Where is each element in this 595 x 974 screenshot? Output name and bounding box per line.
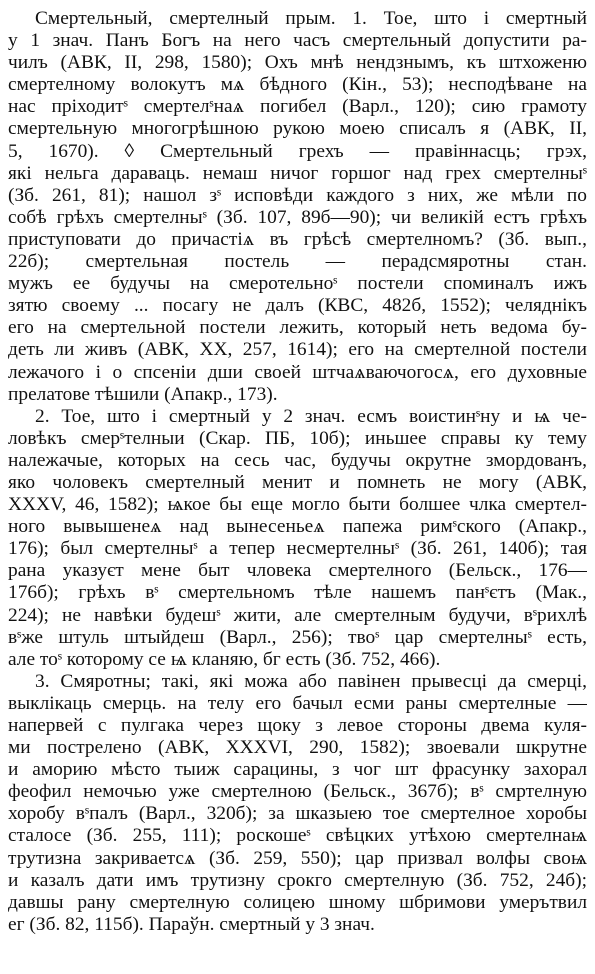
text-line: у 1 знач. Панъ Богъ на него часъ смертельный допустити ра- [8, 30, 587, 52]
text-line: и аморию мѣсто тыиж сарацины, з чог шт фрасунку захорал [8, 759, 587, 781]
text-line: 176); был смертелныˢ а тепер несмертелныˢ (Зб. 261, 140б); тая [8, 538, 587, 560]
text-line: смертельную многогрѣшною рукою моею списалъ я (АВК, II, [8, 118, 587, 140]
text-line: ег (Зб. 82, 115б). Параўн. смертный у 3 знач. [8, 913, 375, 935]
text-line: давшы рану смертелную солицею шному шбримови умерътвил [8, 891, 587, 913]
text-line: чилъ (АВК, II, 298, 1580); Охъ мнѣ нендзнымъ, къ штхоженю [8, 52, 587, 74]
text-line: 5, 1670). ◊ Смертельный грехъ — правіннасць; грэх, [8, 140, 587, 162]
text-line: 3. Смяротны; такі, які можа або павінен прывесці да смерці, [35, 670, 587, 692]
text-line: мужъ ее будучы на смеротельноˢ постели споминалъ ижъ [8, 273, 587, 295]
text-line: яко чоловекъ смертелный менит и помнеть не могу (АВК, [8, 471, 587, 493]
sense-3 [8, 671, 587, 936]
text-line: феофил немочью уже смертелною (Бельск., 367б); вˢ смртелную [8, 781, 587, 803]
text-line: але тоˢ которому се ѩ кланяю, бг есть (Зб. 752, 466). [8, 648, 441, 670]
text-line: хоробу вˢпалъ (Варл., 320б); за шказыею тое смертелное хоробы [8, 803, 587, 825]
sense-1 [8, 8, 587, 406]
text-line: трутизна закриваетсѧ (Зб. 259, 550); цар призвал волфы своѩ [8, 847, 587, 869]
text-line: 224); не навѣки будешˢ жити, але смертелным будучи, вˢрихлѣ [8, 604, 587, 626]
text-line: 2. Тое, што і смертный у 2 знач. есмъ воистинˢну и ѩ че- [35, 405, 587, 427]
text-line: 22б); смертельная постель — перадсмяротны стан. [8, 251, 587, 273]
text-line: приступовати до причастіѧ въ грѣсѣ смертелномъ? (Зб. вып., [8, 228, 587, 250]
text-line: ного вывышенеѧ над вынесеньеѧ папежа римˢского (Апакр., [8, 516, 587, 538]
text-line: прелатове тѣшили (Апакр., 173). [8, 383, 278, 405]
text-line: выклікаць смерць. на телу его бачыл есми раны смертелные — [8, 692, 587, 714]
text-line: деть ли живъ (АВК, XX, 257, 1614); его на смертелной постели [8, 339, 587, 361]
text-line: лежачого і о спсеніи дши своей штчаѧваючогосѧ, его духовные [8, 361, 587, 383]
text-line: зятю своему ... посагу не далъ (КВС, 482б, 1552); челяднікъ [8, 295, 587, 317]
text-line: собѣ грѣхъ смертелныˢ (Зб. 107, 89б—90); чи великій естъ грѣхъ [8, 206, 587, 228]
text-line: нас пріходитˢ смертелˢнаѧ погибел (Варл., 120); сию грамоту [8, 96, 587, 118]
text-line: смертелному волокутъ мѧ бѣдного (Кін., 53); несподѣване на [8, 74, 587, 96]
text-line: 176б); грѣхъ вˢ смертельномъ тѣле нашемъ панˢєтъ (Мак., [8, 582, 587, 604]
text-line: вˢже штуль штыйдеш (Варл., 256); твоˢ цар смертелныˢ есть, [8, 626, 587, 648]
text-line: XXXV, 46, 1582); ѩкое бы еще могло быти болшее члка смертел- [8, 494, 587, 516]
text-line: Смертельный, смертелный прым. 1. Тое, што і смертный [35, 8, 587, 29]
text-line: сталосе (Зб. 255, 111); роскошеˢ свѣцких утѣхою смертелнаѩ [8, 825, 587, 847]
text-line: и казалъ дати имъ трутизну срокго смертелную (Зб. 752, 24б); [8, 869, 587, 891]
text-line: рана указуєт мене быт чловека смертелного (Бельск., 176— [8, 560, 587, 582]
text-line: ловѣкъ смерˢтелныи (Скар. ПБ, 10б); иньшее справы ку тему [8, 427, 587, 449]
text-line: які нельга дараваць. немаш ничог горшог над грех смертелныˢ [8, 162, 587, 184]
text-line: напервей с пулгака через щоку з левое стороны двема куля- [8, 715, 587, 736]
text-line: его на смертельной постели лежить, который неть ведома бу- [8, 317, 587, 339]
sense-2 [8, 406, 587, 671]
text-line: (Зб. 261, 81); нашол зˢ исповѣди каждого з них, же мѣли по [8, 184, 587, 206]
text-line: ми пострелено (АВК, XXXVI, 290, 1582); звоевали шкрутне [8, 737, 587, 759]
text-line: належачые, которых на сесь час, будучы окрутне змордованъ, [8, 449, 587, 471]
